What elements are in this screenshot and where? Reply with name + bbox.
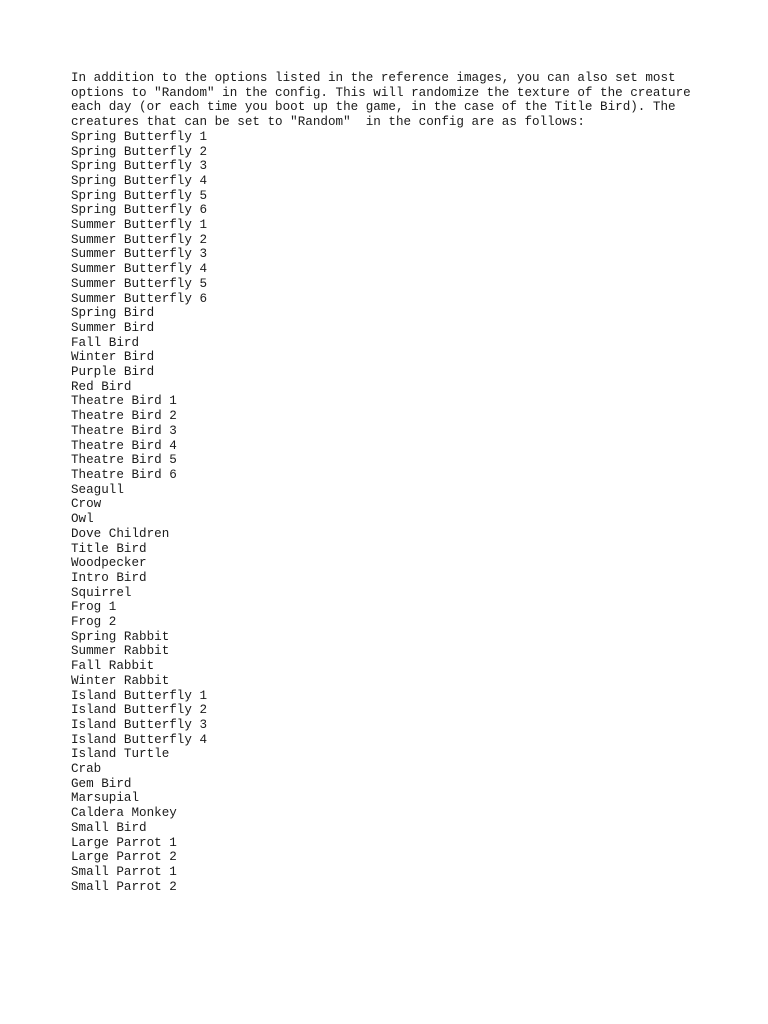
list-item: Spring Butterfly 2 [71, 144, 208, 159]
list-item: Dove Children [71, 526, 170, 541]
list-item: Summer Bird [71, 320, 155, 335]
creature-list [71, 130, 711, 895]
intro-line: each day (or each time you boot up the game, in the case of the Title Bird). The [71, 100, 676, 115]
list-item: Theatre Bird 1 [71, 394, 177, 409]
list-item: Island Butterfly 4 [71, 732, 208, 747]
list-item: Spring Butterfly 5 [71, 188, 208, 203]
list-item: Spring Butterfly 3 [71, 159, 208, 174]
list-item: Winter Rabbit [71, 673, 170, 688]
list-item: Theatre Bird 4 [71, 438, 177, 453]
list-item: Island Butterfly 1 [71, 688, 208, 703]
list-item: Purple Bird [71, 365, 155, 380]
list-item: Theatre Bird 3 [71, 423, 177, 438]
list-item: Winter Bird [71, 350, 155, 365]
list-item: Summer Butterfly 1 [71, 218, 208, 233]
list-item: Island Butterfly 2 [71, 703, 208, 718]
list-item: Spring Bird [71, 306, 155, 321]
list-item: Summer Butterfly 5 [71, 276, 208, 291]
list-item: Small Parrot 2 [71, 879, 177, 894]
list-item: Theatre Bird 2 [71, 409, 177, 424]
list-item: Summer Rabbit [71, 644, 170, 659]
list-item: Spring Butterfly 4 [71, 173, 208, 188]
list-item: Spring Butterfly 6 [71, 203, 208, 218]
list-item: Theatre Bird 6 [71, 467, 177, 482]
list-item: Owl [71, 512, 94, 527]
list-item: Woodpecker [71, 556, 147, 571]
list-item: Island Butterfly 3 [71, 717, 208, 732]
list-item: Summer Butterfly 4 [71, 262, 208, 277]
list-item: Crab [71, 762, 102, 777]
list-item: Frog 2 [71, 615, 117, 630]
list-item: Summer Butterfly 6 [71, 291, 208, 306]
list-item: Seagull [71, 482, 124, 497]
list-item: Fall Bird [71, 335, 140, 350]
list-item: Frog 1 [71, 600, 117, 615]
list-item: Title Bird [71, 541, 147, 556]
intro-line: In addition to the options listed in the reference images, you can also set most [71, 71, 676, 85]
list-item: Marsupial [71, 791, 140, 806]
list-item: Large Parrot 2 [71, 850, 177, 865]
list-item: Red Bird [71, 379, 132, 394]
list-item: Small Bird [71, 820, 147, 835]
list-item: Fall Rabbit [71, 659, 155, 674]
document-page [71, 71, 711, 894]
list-item: Theatre Bird 5 [71, 453, 177, 468]
list-item: Gem Bird [71, 776, 132, 791]
list-item: Caldera Monkey [71, 806, 177, 821]
intro-line: options to "Random" in the config. This will randomize the texture of the creature [71, 85, 691, 100]
list-item: Spring Butterfly 1 [71, 129, 208, 144]
list-item: Squirrel [71, 585, 132, 600]
list-item: Large Parrot 1 [71, 835, 177, 850]
list-item: Intro Bird [71, 570, 147, 585]
list-item: Summer Butterfly 2 [71, 232, 208, 247]
list-item: Summer Butterfly 3 [71, 247, 208, 262]
intro-line: creatures that can be set to "Random" in the config are as follows: [71, 115, 585, 130]
list-item: Island Turtle [71, 747, 170, 762]
list-item: Spring Rabbit [71, 629, 170, 644]
list-item: Crow [71, 497, 102, 512]
list-item: Small Parrot 1 [71, 864, 177, 879]
intro-paragraph [71, 71, 711, 130]
